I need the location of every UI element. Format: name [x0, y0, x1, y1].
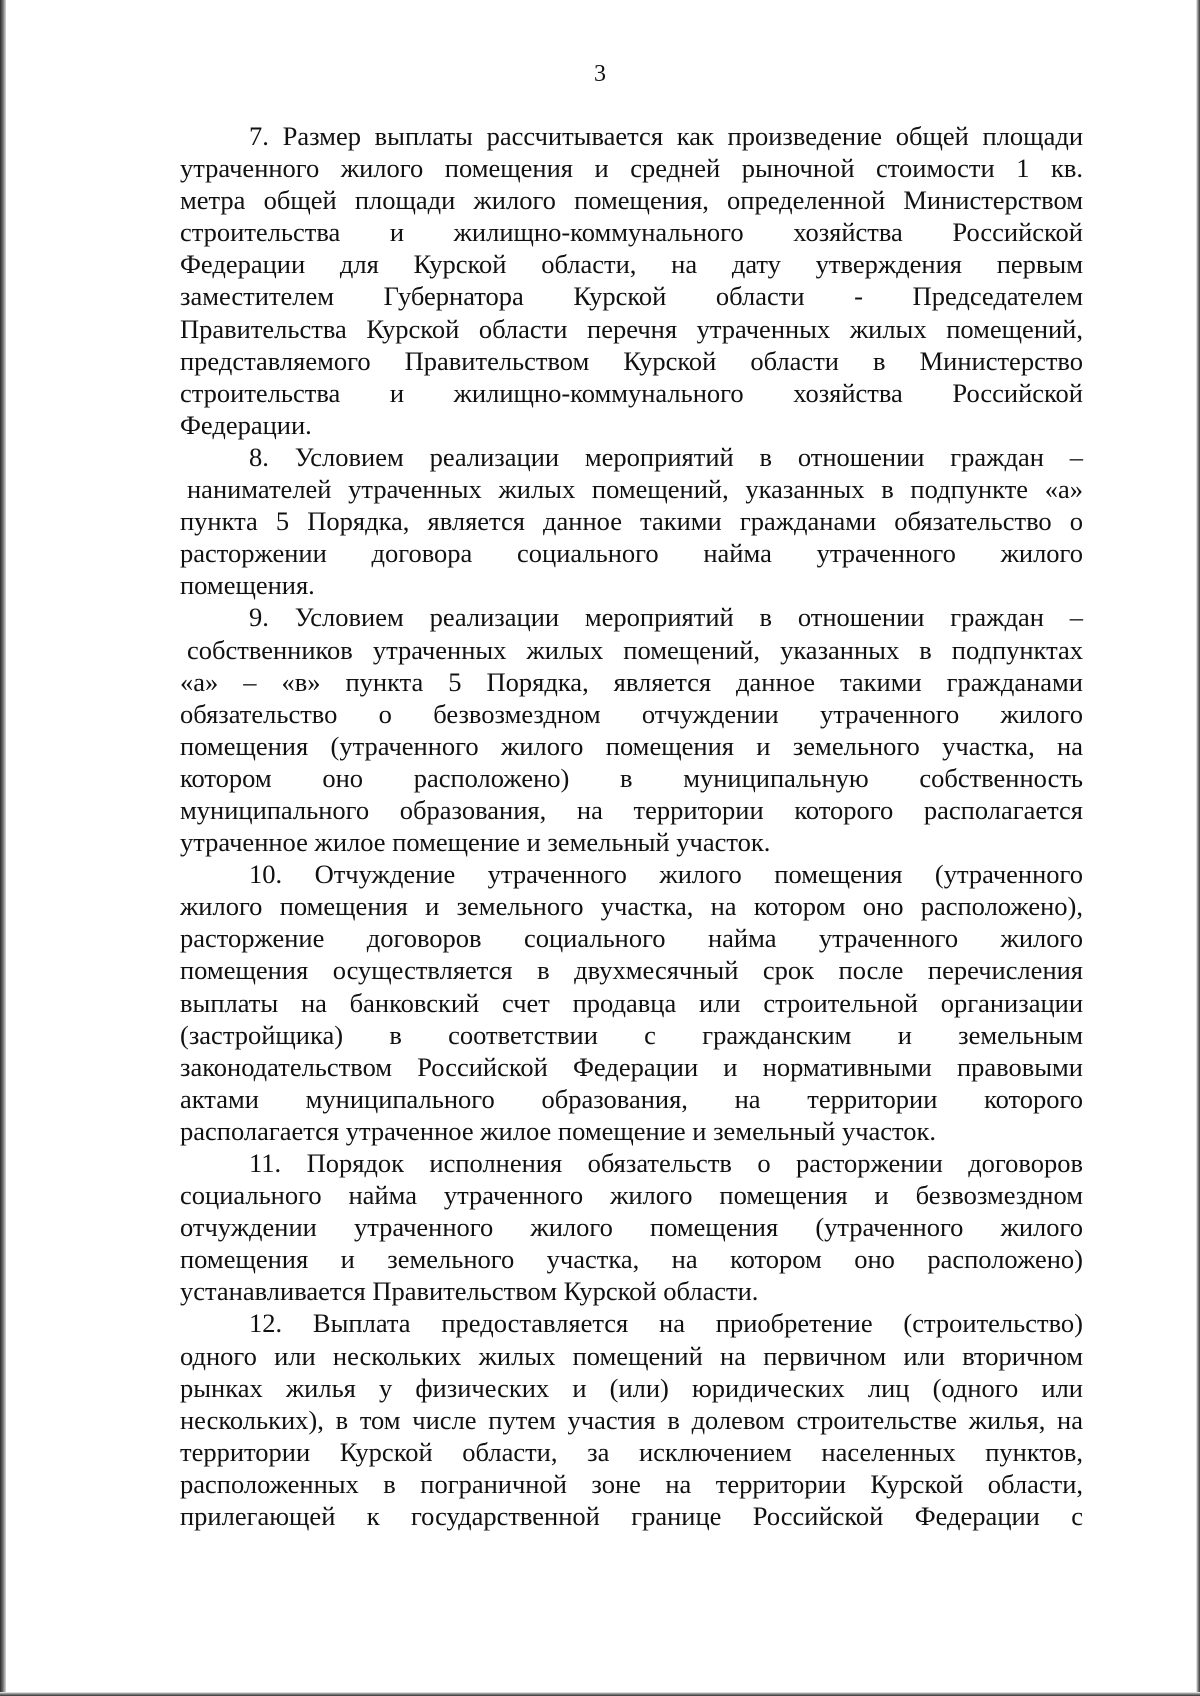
text-line: рынках жилья у физических и (или) юридических лиц (одного или [180, 1372, 1083, 1403]
text-line: отчуждении утраченного жилого помещения (утраченного жилого [180, 1212, 1083, 1243]
text-line: утраченное жилое помещение и земельный участок. [180, 827, 771, 858]
text-line: нескольких), в том числе путем участия в долевом строительстве жилья, на [180, 1404, 1083, 1435]
text-line: социального найма утраченного жилого помещения и безвозмездном [180, 1180, 1083, 1211]
text-line: расторжении договора социального найма утраченного жилого [180, 538, 1083, 569]
text-line: муниципального образования, на территории которого располагается [180, 794, 1083, 825]
text-line: метра общей площади жилого помещения, определенной Министерством [180, 185, 1083, 216]
text-line: актами муниципального образования, на территории которого [180, 1083, 1083, 1114]
text-line: законодательством Российской Федерации и нормативными правовыми [180, 1051, 1083, 1082]
text-line: выплаты на банковский счет продавца или строительной организации [180, 987, 1083, 1018]
scan-edge-bottom [0, 1692, 1200, 1696]
text-line: Правительства Курской области перечня утраченных жилых помещений, [180, 313, 1083, 344]
text-line: «а» – «в» пункта 5 Порядка, является данное такими гражданами [180, 666, 1083, 697]
text-line: помещения (утраченного жилого помещения и земельного участка, на [180, 730, 1083, 761]
text-line: 10. Отчуждение утраченного жилого помещения (утраченного [249, 859, 1083, 890]
text-line: собственников утраченных жилых помещений, указанных в подпунктах [187, 634, 1083, 665]
text-line: 12. Выплата предоставляется на приобретение (строительство) [249, 1308, 1083, 1339]
text-line: территории Курской области, за исключением населенных пунктов, [180, 1436, 1083, 1467]
text-line: 11. Порядок исполнения обязательств о расторжении договоров [249, 1148, 1083, 1178]
text-line: помещения. [180, 570, 315, 601]
page-number: 3 [594, 61, 606, 87]
text-line: Федерации для Курской области, на дату утверждения первым [180, 249, 1083, 280]
text-line: пункта 5 Порядка, является данное такими гражданами обязательство о [180, 506, 1083, 537]
text-line: расположенных в пограничной зоне на территории Курской области, [180, 1468, 1083, 1499]
text-line: (застройщика) в соответствии с гражданским и земельным [180, 1019, 1083, 1050]
text-line: обязательство о безвозмездном отчуждении утраченного жилого [180, 698, 1083, 729]
text-line: 8. Условием реализации мероприятий в отношении граждан – [249, 441, 1083, 472]
text-line: жилого помещения и земельного участка, на котором оно расположено), [180, 891, 1083, 922]
scan-edge-left [0, 0, 6, 1696]
text-line: строительства и жилищно-коммунального хозяйства Российской [180, 377, 1083, 408]
text-line: прилегающей к государственной границе Российской Федерации с [180, 1501, 1083, 1532]
text-line: представляемого Правительством Курской области в Министерство [180, 345, 1083, 376]
text-line: Федерации. [180, 409, 312, 440]
text-line: строительства и жилищно-коммунального хозяйства Российской [180, 217, 1083, 248]
scan-edge-right [1196, 0, 1200, 1696]
text-line: располагается утраченное жилое помещение и земельный участок. [180, 1115, 937, 1146]
text-line: 9. Условием реализации мероприятий в отношении граждан – [249, 602, 1083, 633]
text-line: 7. Размер выплаты рассчитывается как произведение общей площади [249, 121, 1083, 151]
text-line: одного или нескольких жилых помещений на первичном или вторичном [180, 1340, 1083, 1371]
text-line: устанавливается Правительством Курской области. [180, 1276, 759, 1307]
text-line: помещения осуществляется в двухмесячный срок после перечисления [180, 955, 1083, 986]
text-line: котором оно расположено) в муниципальную собственность [180, 762, 1083, 793]
text-line: нанимателей утраченных жилых помещений, указанных в подпункте «а» [187, 474, 1083, 505]
document-body [180, 120, 1083, 1532]
text-line: расторжение договоров социального найма утраченного жилого [180, 923, 1083, 954]
text-line: утраченного жилого помещения и средней рыночной стоимости 1 кв. [180, 153, 1083, 184]
text-line: помещения и земельного участка, на котором оно расположено) [180, 1244, 1083, 1275]
text-line: заместителем Губернатора Курской области - Председателем [180, 281, 1083, 312]
